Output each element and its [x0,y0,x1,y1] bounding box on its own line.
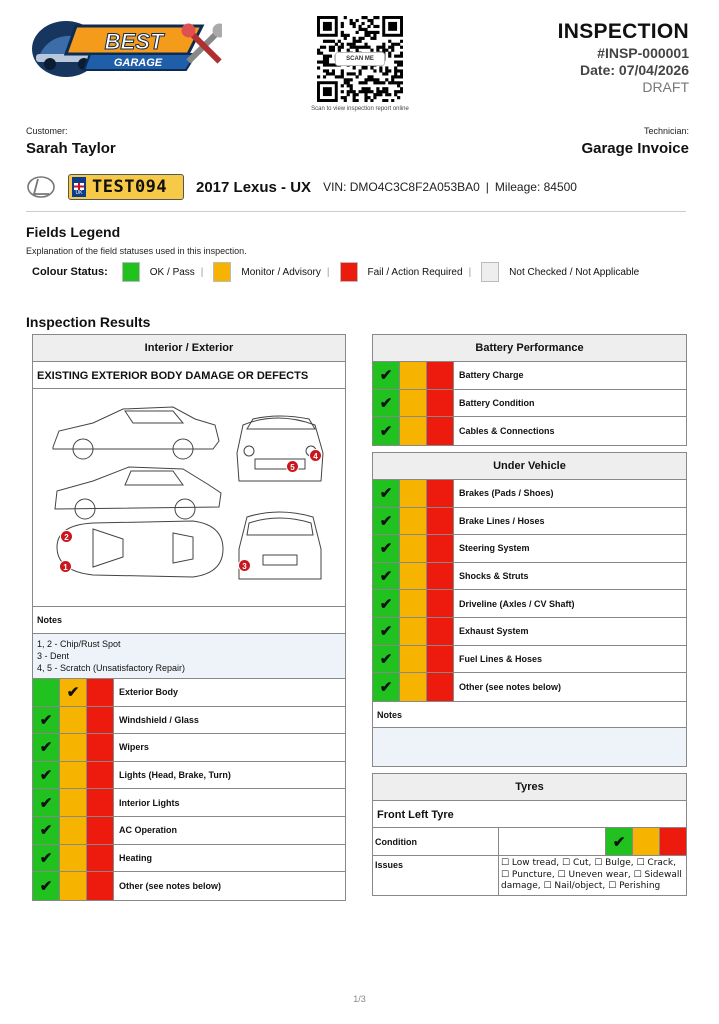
vehicle-row [26,170,686,204]
status-red-cell[interactable] [427,390,454,417]
status-amber-cell[interactable] [60,679,87,706]
under-row-label: Shocks & Struts [459,571,529,582]
status-green-cell[interactable] [373,417,400,445]
status-amber-cell[interactable] [400,646,427,673]
check-icon: ✔ [379,540,393,558]
under-checklist [373,480,686,701]
under-row-label: Steering System [459,543,530,554]
tyre-issues-row [373,856,686,895]
technician-block [581,126,689,157]
check-icon: ✔ [379,394,393,412]
note-line-1: 1, 2 - Chip/Rust Spot [37,639,121,649]
qr-code[interactable] [317,16,403,102]
tyre-status-red-cell[interactable] [659,828,686,855]
interior-row-label: AC Operation [119,825,178,836]
technician-label: Technician: [643,126,689,136]
number-plate [68,174,184,200]
interior-row [33,789,345,817]
interior-row [33,734,345,762]
legend-label-fail: Fail / Action Required [367,266,463,278]
interior-panel-title: Interior / Exterior [33,335,345,362]
check-icon: ✔ [379,623,393,641]
legend-label-not-checked: Not Checked / Not Applicable [509,266,640,278]
status-red-cell[interactable] [427,508,454,535]
status-amber-cell[interactable] [60,734,87,761]
status-amber-cell[interactable] [60,817,87,844]
damage-pin-3[interactable]: 3 [238,559,251,572]
check-icon: ✔ [612,833,626,851]
battery-panel-title: Battery Performance [373,335,686,362]
status-green-cell[interactable] [373,535,400,562]
under-row [373,618,686,646]
status-red-cell[interactable] [427,535,454,562]
check-icon: ✔ [66,684,80,702]
interior-row-label: Other (see notes below) [119,880,222,891]
check-icon: ✔ [379,595,393,613]
document-title: INSPECTION [557,20,689,43]
interior-exterior-panel [32,334,346,901]
tyre-issues-list[interactable]: ☐ Low tread, ☐ Cut, ☐ Bulge, ☐ Crack, ☐ Puncture, ☐ Uneven wear, ☐ Sidewall damage, ☐ Nail/object, ☐ Perishing [501,858,682,891]
check-icon: ✔ [379,650,393,668]
check-icon: ✔ [379,512,393,530]
check-icon: ✔ [39,739,53,757]
interior-row-label: Heating [119,852,153,863]
vehicle-vin: VIN: DMO4C3C8F2A053BA0 [323,180,480,194]
car-damage-diagram[interactable] [33,389,345,607]
page-number: 1/3 [353,994,366,1004]
tyres-panel-title: Tyres [373,774,686,801]
legend-subtitle: Explanation of the field statuses used in this inspection. [26,246,247,256]
interior-row-label: Exterior Body [119,687,179,698]
interior-checklist [33,679,345,900]
divider [26,211,686,212]
status-red-cell[interactable] [427,673,454,701]
vehicle-name: 2017 Lexus - UX [196,178,312,196]
tyre-condition-row [373,828,686,856]
tyre-issues-label: Issues [373,856,499,895]
status-red-cell[interactable] [87,679,114,706]
interior-row [33,762,345,790]
tyre-condition-label: Condition [373,828,499,855]
status-green-cell[interactable] [373,646,400,673]
inspection-number: #INSP-000001 [597,45,689,61]
status-amber-cell[interactable] [400,390,427,417]
battery-row [373,417,686,445]
status-green-cell[interactable] [373,590,400,617]
scan-me-label: SCAN ME [335,52,385,66]
damage-pin-5[interactable]: 5 [286,460,299,473]
check-icon: ✔ [39,711,53,729]
under-row [373,590,686,618]
under-vehicle-panel [372,452,687,767]
status-green-cell[interactable] [373,480,400,507]
under-row [373,563,686,591]
damage-pin-2[interactable]: 2 [60,530,73,543]
status-green-cell[interactable] [373,362,400,389]
status-amber-cell[interactable] [400,535,427,562]
under-panel-title: Under Vehicle [373,453,686,480]
status-amber-cell[interactable] [60,762,87,789]
under-row [373,673,686,701]
check-icon: ✔ [39,767,53,785]
status-red-cell[interactable] [87,734,114,761]
status-green-cell[interactable] [33,845,60,872]
interior-row [33,817,345,845]
status-red-cell[interactable] [87,845,114,872]
check-icon: ✔ [39,849,53,867]
under-row [373,508,686,536]
status-green-cell[interactable] [33,679,60,706]
battery-checklist [373,362,686,445]
status-amber-cell[interactable] [400,563,427,590]
tyre-condition-status [499,828,686,855]
qr-caption: Scan to view inspection report online [311,106,409,112]
note-line-3: 4, 5 - Scratch (Unsatisfactory Repair) [37,663,186,673]
check-icon: ✔ [39,877,53,895]
logo-word-garage: GARAGE [113,57,163,69]
document-header [558,20,689,95]
lexus-logo-icon [26,175,56,199]
under-row-label: Exhaust System [459,626,529,637]
note-line-2: 3 - Dent [37,651,70,661]
battery-panel [372,334,687,446]
battery-row-label: Battery Condition [459,397,535,408]
logo-word-best: BEST [104,29,164,54]
status-red-cell[interactable] [427,646,454,673]
check-icon: ✔ [379,422,393,440]
plate-number: TEST094 [92,177,168,197]
status-amber-cell[interactable] [400,480,427,507]
under-row-label: Brakes (Pads / Shoes) [459,488,554,499]
interior-row [33,707,345,735]
damage-pin-1[interactable]: 1 [59,560,72,573]
status-amber-cell[interactable] [400,618,427,645]
under-row [373,535,686,563]
status-amber-cell[interactable] [400,417,427,445]
tyre-name: Front Left Tyre [373,801,686,828]
interior-row [33,679,345,707]
status-red-cell[interactable] [427,480,454,507]
check-icon: ✔ [39,794,53,812]
status-amber-cell[interactable] [400,673,427,701]
status-green-cell[interactable] [33,762,60,789]
status-green-cell[interactable] [373,618,400,645]
under-row-label: Other (see notes below) [459,681,562,692]
interior-row [33,872,345,900]
status-red-cell[interactable] [427,362,454,389]
plate-country: UK [75,190,83,196]
check-icon: ✔ [379,568,393,586]
legend-row: Colour Status: OK / Pass | Monitor / Advisory | Fail / Action Required | Not Checked / Not Applicable [32,262,639,282]
legend-swatch-not-checked [481,262,499,282]
status-green-cell[interactable] [33,789,60,816]
status-amber-cell[interactable] [400,590,427,617]
status-green-cell[interactable] [33,707,60,734]
status-red-cell[interactable] [87,789,114,816]
under-row [373,480,686,508]
status-amber-cell[interactable] [60,845,87,872]
status-red-cell[interactable] [427,563,454,590]
damage-pin-4[interactable]: 4 [309,449,322,462]
customer-label: Customer: [26,126,68,136]
interior-notes-label: Notes [33,607,345,634]
status-amber-cell[interactable] [400,508,427,535]
status-green-cell[interactable] [373,673,400,701]
customer-name: Sarah Taylor [26,140,116,157]
check-icon: ✔ [379,485,393,503]
status-red-cell[interactable] [427,618,454,645]
status-green-cell[interactable] [33,817,60,844]
battery-row [373,390,686,418]
colour-status-label: Colour Status: [32,266,108,278]
status-red-cell[interactable] [427,417,454,445]
vehicle-separator: | [485,180,489,194]
status-green-cell[interactable] [373,563,400,590]
status-red-cell[interactable] [87,707,114,734]
status-amber-cell[interactable] [400,362,427,389]
status-red-cell[interactable] [87,762,114,789]
status-green-cell[interactable] [33,734,60,761]
under-row-label: Brake Lines / Hoses [459,515,545,526]
status-green-cell[interactable] [373,390,400,417]
garage-logo [26,18,222,80]
status-red-cell[interactable] [427,590,454,617]
legend-title: Fields Legend [26,224,121,240]
battery-row-label: Cables & Connections [459,425,555,436]
tyre-status-amber-cell[interactable] [632,828,659,855]
interior-row [33,845,345,873]
tyres-panel [372,773,687,896]
under-notes [373,728,686,766]
tyre-status-green-cell[interactable] [605,828,632,855]
battery-row [373,362,686,390]
status-green-cell[interactable] [373,508,400,535]
technician-name: Garage Invoice [581,140,689,157]
vehicle-mileage: Mileage: 84500 [494,180,577,194]
legend-label-ok: OK / Pass [149,266,195,278]
status-red-cell[interactable] [87,817,114,844]
inspection-date: Date: 07/04/2026 [580,62,689,78]
uk-flag-icon [72,177,86,197]
interior-row-label: Interior Lights [119,797,180,808]
status-red-cell[interactable] [87,872,114,900]
check-icon: ✔ [379,367,393,385]
under-row-label: Fuel Lines & Hoses [459,653,543,664]
customer-block [26,126,116,157]
legend-label-monitor: Monitor / Advisory [241,266,321,278]
legend-swatch-ok [122,262,140,282]
status-amber-cell[interactable] [60,789,87,816]
results-title: Inspection Results [26,314,151,330]
qr-block [300,16,420,112]
legend-swatch-fail [340,262,358,282]
under-row-label: Driveline (Axles / CV Shaft) [459,598,575,609]
check-icon: ✔ [39,822,53,840]
battery-row-label: Battery Charge [459,370,524,381]
interior-row-label: Wipers [119,742,149,753]
status-amber-cell[interactable] [60,872,87,900]
under-notes-label: Notes [373,701,686,728]
interior-notes [33,634,345,679]
status-badge: DRAFT [642,79,689,95]
status-green-cell[interactable] [33,872,60,900]
legend-swatch-monitor [213,262,231,282]
check-icon: ✔ [379,678,393,696]
interior-row-label: Windshield / Glass [119,714,199,725]
interior-row-label: Lights (Head, Brake, Turn) [119,770,231,781]
status-amber-cell[interactable] [60,707,87,734]
damage-heading: EXISTING EXTERIOR BODY DAMAGE OR DEFECTS [33,362,345,389]
under-row [373,646,686,674]
